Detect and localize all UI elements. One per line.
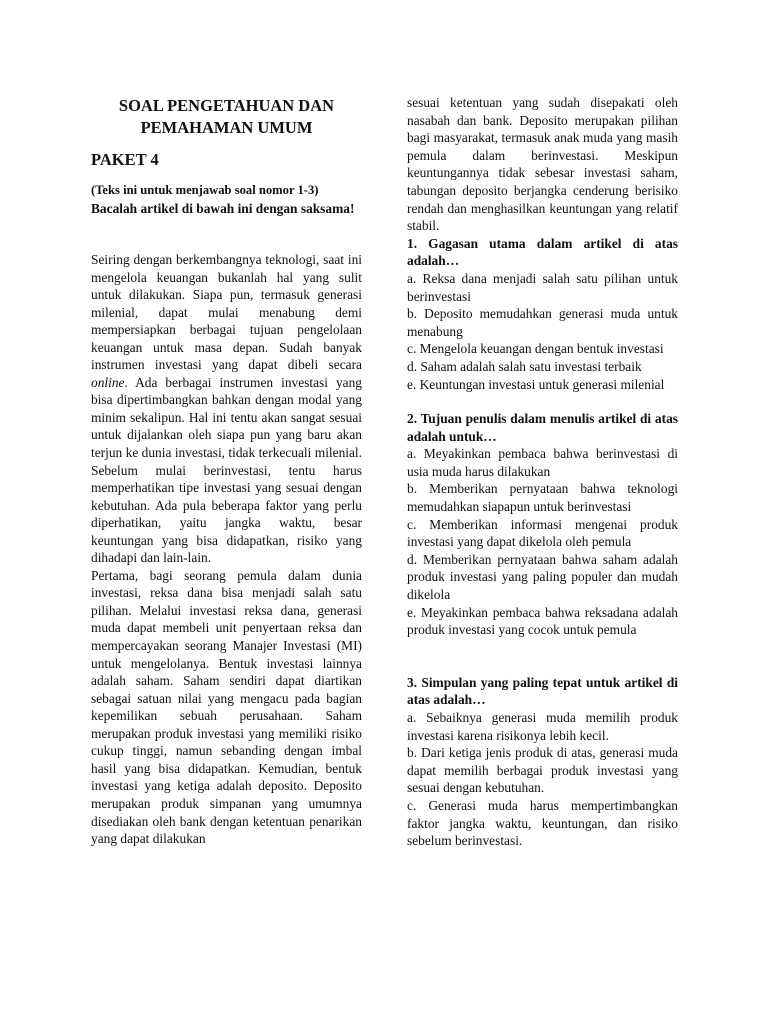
instruction-line-1: (Teks ini untuk menjawab soal nomor 1-3) <box>91 183 319 197</box>
question-1-option-b: b. Deposito memudahkan generasi muda untuk menabung <box>407 306 678 339</box>
article-paragraph-1-end: . Ada berbagai instrumen investasi yang bisa dipertimbangkan bahkan dengan modal yang minim sekalipun. Hal ini tentu akan sangat sesuai untuk dijalankan oleh siapa pun yang baru akan terjun ke dunia investasi, tidak terkecuali milenial. Sebelum mulai berinvestasi, tentu harus memperhatikan tipe investasi yang sesuai dengan kebutuhan. Ada pula beberapa faktor yang perlu diperhatikan, yaitu jangka waktu, besar keuntungan yang bisa didapatkan, risiko yang dihadapi dan lain-lain. <box>91 374 362 566</box>
question-2 <box>407 410 678 639</box>
question-1-option-d: d. Saham adalah salah satu investasi terbaik <box>407 358 642 374</box>
question-3-option-b: b. Dari ketiga jenis produk di atas, generasi muda dapat memilih berbagai produk investasi yang sesuai dengan kebutuhan. <box>407 745 678 796</box>
question-3 <box>407 674 678 850</box>
article-paragraph-1-start: Seiring dengan berkembangnya teknologi, saat ini mengelola keuangan bukanlah hal yang sulit untuk dilakukan. Siapa pun, termasuk generasi milenial, dapat mulai menabung demi mempersiapkan berbagai tujuan pengelolaan keuangan untuk masa depan. Sudah banyak instrumen investasi yang dapat dibeli secara <box>91 252 362 373</box>
article-paragraph-1 <box>91 251 362 567</box>
paket-heading: PAKET 4 <box>91 150 159 169</box>
question-2-option-e: e. Meyakinkan pembaca bahwa reksadana adalah produk investasi yang cocok untuk pemula <box>407 604 678 638</box>
question-1-text: 1. Gagasan utama dalam artikel di atas adalah… <box>407 235 678 269</box>
question-2-option-b: b. Memberikan pernyataan bahwa teknologi memudahkan siapapun untuk berinvestasi <box>407 481 678 515</box>
article-paragraph-2: Pertama, bagi seorang pemula dalam dunia investasi, reksa dana bisa menjadi salah satu pilihan. Melalui investasi reksa dana, generasi muda dapat membeli unit penyertaan reksa dan mempercayakan seorang Manajer Investasi (MI) untuk mengelolanya. Bentuk investasi lainnya adalah saham. Saham sendiri dapat diartikan sebagai satuan nilai yang mengacu pada bagian kepemilikan sebuah perusahaan. Saham merupakan produk investasi yang memiliki risiko cukup tinggi, namun sebanding dengan imbal hasil yang bisa didapatkan. Kemudian, bentuk investasi yang ketiga adalah deposito. Deposito merupakan produk simpanan yang umumnya disediakan oleh bank dengan ketentuan penarikan yang dapat dilakukan <box>91 567 362 847</box>
question-3-text: 3. Simpulan yang paling tepat untuk artikel di atas adalah… <box>407 674 678 708</box>
question-1 <box>407 235 678 393</box>
question-2-text: 2. Tujuan penulis dalam menulis artikel di atas adalah untuk… <box>407 411 678 444</box>
right-column <box>407 94 678 850</box>
question-1-option-c: c. Mengelola keuangan dengan bentuk investasi <box>407 341 664 357</box>
article-paragraph-2-continued: sesuai ketentuan yang sudah disepakati oleh nasabah dan bank. Deposito merupakan pilihan bagi masyarakat, termasuk anak muda yang masih pemula dalam berinvestasi. Meskipun keuntungannya tidak sebesar investasi saham, tabungan deposito berjangka cenderung berisiko rendah dan menghasilkan keuntungan yang relatif stabil. <box>407 95 678 234</box>
document-title: SOAL PENGETAHUAN DAN PEMAHAMAN UMUM <box>118 96 335 137</box>
question-1-option-e: e. Keuntungan investasi untuk generasi milenial <box>407 376 665 392</box>
question-3-option-a: a. Sebaiknya generasi muda memilih produk investasi karena risikonya lebih kecil. <box>407 710 678 743</box>
question-2-option-c: c. Memberikan informasi mengenai produk investasi yang dapat dikelola oleh pemula <box>407 516 678 550</box>
question-2-option-d: d. Memberikan pernyataan bahwa saham adalah produk investasi yang paling populer dan mudah dikelola <box>407 551 678 603</box>
reading-instruction <box>91 182 362 217</box>
question-2-option-a: a. Meyakinkan pembaca bahwa berinvestasi di usia muda harus dilakukan <box>407 446 678 479</box>
instruction-line-2: Bacalah artikel di bawah ini dengan saksama! <box>91 200 355 216</box>
article-italic-online: online <box>91 374 125 390</box>
article-text <box>91 251 362 848</box>
question-1-option-a: a. Reksa dana menjadi salah satu pilihan untuk berinvestasi <box>407 270 678 304</box>
question-3-option-c: c. Generasi muda harus mempertimbangkan faktor jangka waktu, keuntungan, dan risiko sebelum berinvestasi. <box>407 797 678 849</box>
